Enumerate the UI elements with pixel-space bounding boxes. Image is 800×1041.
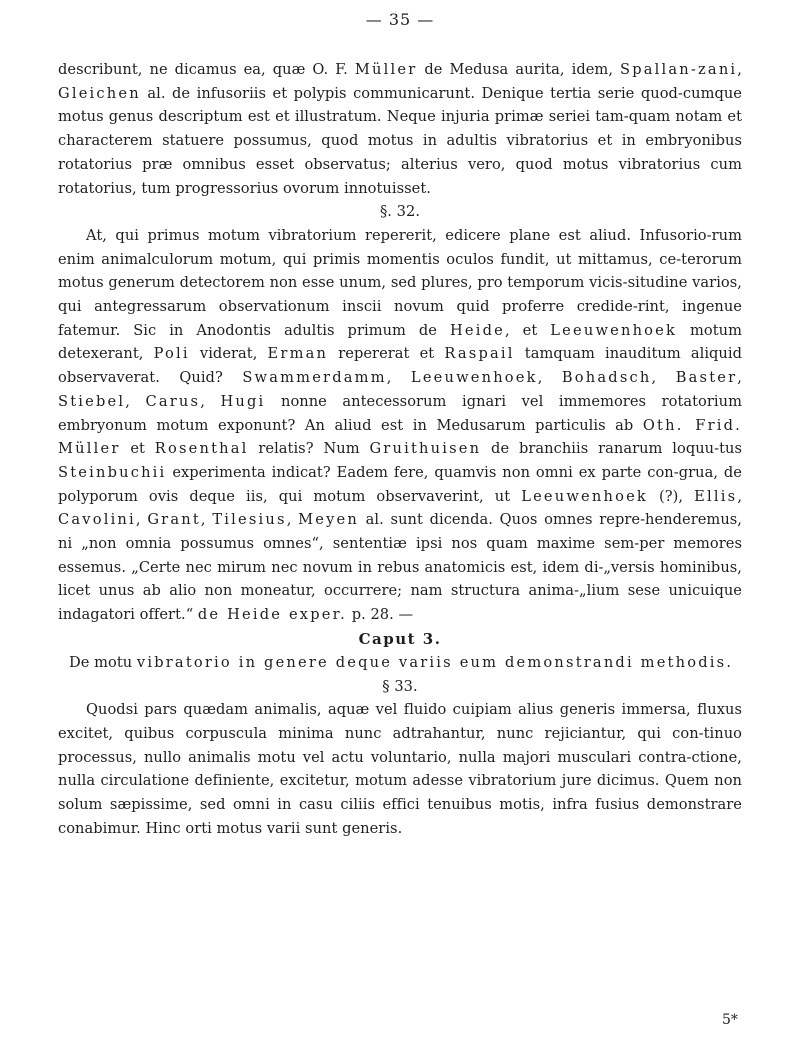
author-name: Ellis (694, 487, 738, 505)
author-name: Oth. Frid. Müller (58, 416, 742, 458)
citation: de Heide exper. (197, 606, 348, 624)
author-name: Leeuwenhoek (410, 369, 538, 387)
author-name: Gruithuisen (369, 440, 482, 458)
author-name: Meyen (298, 511, 359, 529)
section-heading-32: §. 32. (379, 203, 421, 221)
author-name: Spallan-zani (620, 61, 738, 78)
author-name: Baster (675, 369, 738, 387)
paragraph-continuation: describunt, ne dicamus ea, quæ O. F. Müller de Medusa aurita, idem, Spallan-zani, Gleichen al. de infusoriis et polypis communicarunt. Denique tertia serie quod-cumque motus genus descriptum est et illustratum. Neque injuria primæ seriei tam-quam notam et characterem statuere possumus, quod motus in adultis vibratorius et in embryonibus rotatorius præ omnibus esset observatus; alterius vero, quod motus vibratorius cum rotatorius, tum progressorius ovorum innotuisset. (58, 61, 742, 197)
author-name: Raspail (444, 345, 515, 363)
author-name: Tilesius (212, 511, 287, 529)
author-name: Erman (267, 345, 329, 363)
page-number: — 35 — (365, 10, 435, 29)
section-heading-33: § 33. (382, 677, 418, 695)
page-body (58, 58, 742, 841)
author-name: Leeuwenhoek (521, 487, 648, 505)
author-name: Swammerdamm (242, 369, 387, 387)
author-name: Hugi (220, 392, 266, 410)
author-name: Cavolini (58, 511, 136, 529)
author-name: Grant (147, 511, 201, 529)
chapter-subtitle: De motu vibratorio in genere deque variis eum demonstrandi methodis. (68, 653, 732, 671)
author-name: Bohadsch (561, 369, 652, 387)
author-name: Poli (153, 345, 190, 363)
author-name: Stiebel (58, 392, 126, 410)
chapter-heading: Caput 3. (358, 629, 442, 648)
author-name: Heide (449, 321, 505, 339)
author-name: Leeuwenhoek (550, 321, 678, 339)
author-name: Carus (145, 392, 201, 410)
paragraph-section-33: Quodsi pars quædam animalis, aquæ vel fluido cuipiam alius generis immersa, fluxus excitet, quibus corpuscula minima nunc adtrahantur, nunc rejiciantur, qui con-tinuo processus, nullo animalis motu vel actu voluntario, nulla majori musculari contra-ctione, nulla circulatione definiente, excitetur, motum adesse vibratorium jure dicimus. Quem non solum sæpissime, sed omni in casu ciliis effici tenuibus motis, infra fusius demonstrare conabimur. Hinc orti motus varii sunt generis. (58, 701, 742, 837)
chapter-subtitle-spaced: vibratorio in genere deque variis eum demonstrandi methodis (136, 653, 727, 671)
paragraph-section-32: At, qui primus motum vibratorium repererit, edicere plane est aliud. Infusorio-rum enim animalculorum motum, qui primis momentis oculos fundit, ut mittamus, ce-terorum motus generum detectorem non esse unum, sed plures, pro temporum vicis-situdine varios, qui antegressarum observationum inscii novum quid proferre credide-rint, ingenue fatemur. Sic in Anodontis adultis primum de Heide, et Leeuwenhoek motum detexerant, Poli viderat, Erman repererat et Raspail tamquam inauditum aliquid observaverat. Quid? Swammerdamm, Leeuwenhoek, Bohadsch, Baster, Stiebel, Carus, Hugi nonne antecessorum ignari vel immemores rotatorium embryonum motum exponunt? An aliud est in Medusarum particulis ab Oth. Frid. Müller et Rosenthal relatis? Num Gruithuisen de branchiis ranarum loquu-tus Steinbuchii experimenta indicat? Eadem fere, quamvis non omni ex parte con-grua, de polyporum ovis deque iis, qui motum observaverint, ut Leeuwenhoek (?), Ellis, Cavolini, Grant, Tilesius, Meyen al. sunt dicenda. Quos omnes repre-henderemus, ni „non omnia possumus omnes“, sententiæ ipsi nos quam maxime sem-per memores essemus. „Certe nec mirum nec novum in rebus anatomicis est, idem di-„versis hominibus, licet unus ab alio non moneatur, occurrere; nam structura anima-„lium sese unicuique indagatori offert.“ de Heide exper. p. 28. — (58, 226, 743, 624)
author-name: Steinbuchii (58, 463, 167, 481)
author-name: Müller (354, 61, 418, 78)
author-name: Rosenthal (154, 440, 249, 458)
author-name: Gleichen (58, 84, 141, 102)
signature-mark: 5* (722, 1012, 738, 1028)
